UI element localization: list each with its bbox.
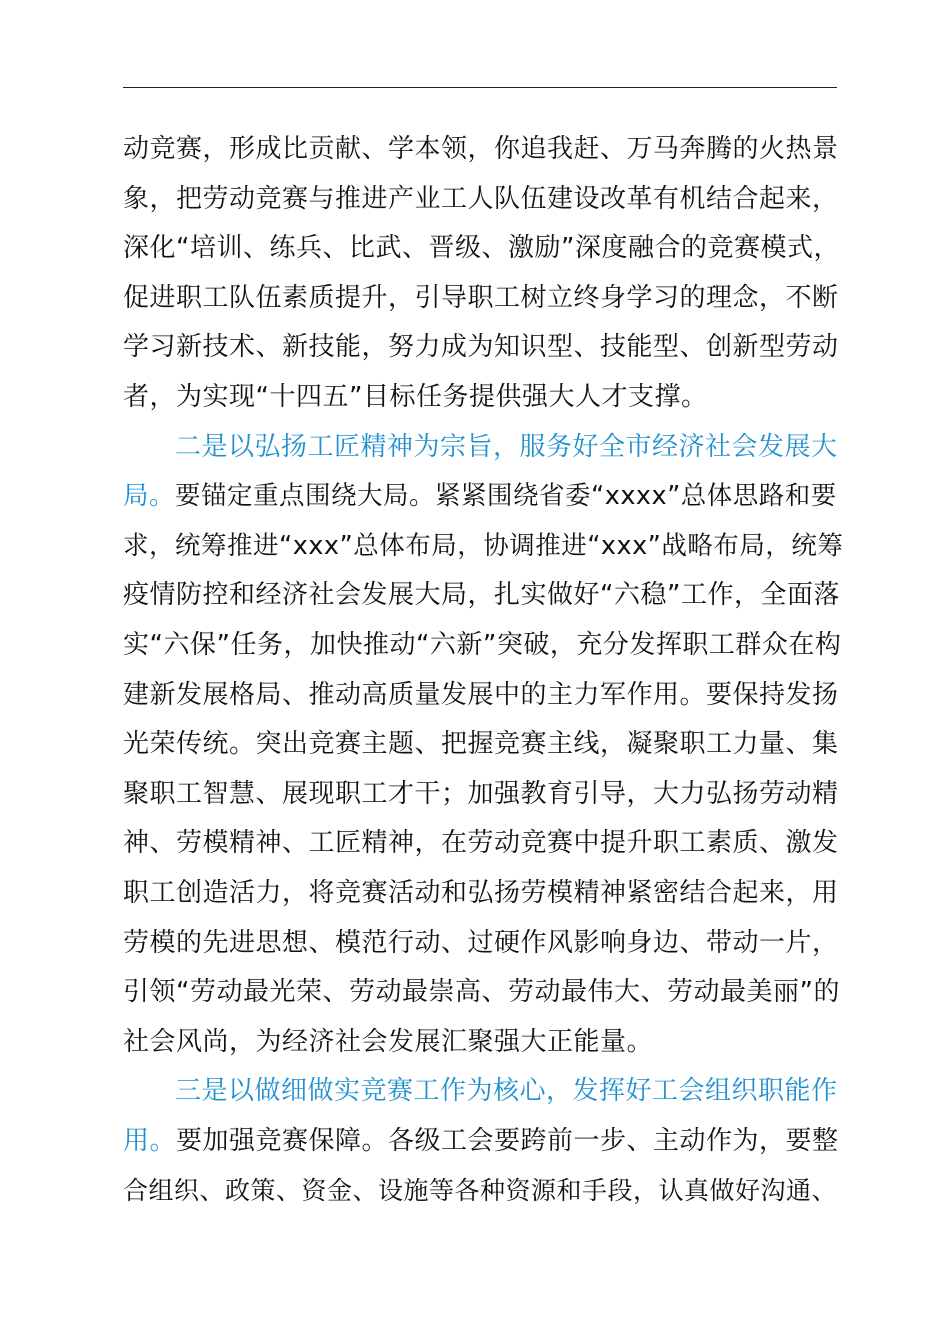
text-line: [123, 1067, 843, 1117]
text-run: 神、劳模精神、工匠精神，在劳动竞赛中提升职工素质、激发: [123, 828, 839, 859]
text-line: [123, 175, 843, 225]
text-run: 合组织、政策、资金、设施等各种资源和手段，认真做好沟通、: [123, 1176, 838, 1206]
text-line: [123, 968, 843, 1018]
text-line: [123, 125, 843, 175]
text-line: [123, 373, 843, 423]
text-line: [123, 621, 843, 671]
text-line: [123, 819, 843, 869]
text-run: 聚职工智慧、展现职工才干；加强教育引导，大力弘扬劳动精: [123, 778, 839, 809]
text-line: [123, 224, 843, 274]
highlight-heading: 三是以做细做实竞赛工作为核心，发挥好工会组织职能作: [175, 1076, 838, 1107]
text-run: 深化“培训、练兵、比武、晋级、激励”深度融合的竞赛模式，: [123, 233, 840, 264]
text-run: 劳模的先进思想、模范行动、过硬作风影响身边、带动一片，: [123, 927, 839, 958]
text-line: [123, 522, 843, 572]
text-run: 社会风尚，为经济社会发展汇聚强大正能量。: [123, 1026, 654, 1057]
text-line: [123, 919, 843, 969]
paragraph-3: [123, 1067, 843, 1216]
text-run: 求，统筹推进“xxx”总体布局，协调推进“xxx”战略布局，统筹: [123, 530, 844, 561]
highlight-heading: 用。: [123, 1125, 177, 1156]
text-run: 要锚定重点围绕大局。紧紧围绕省委“xxxx”总体思路和要: [175, 481, 837, 512]
text-run: 促进职工队伍素质提升，引导职工树立终身学习的理念，不断: [123, 282, 839, 313]
document-body: [123, 125, 843, 1216]
text-run: 象，把劳动竞赛与推进产业工人队伍建设改革有机结合起来，: [123, 183, 839, 214]
text-run: 光荣传统。突出竞赛主题、把握竞赛主线，凝聚职工力量、集: [123, 729, 839, 760]
text-line: [123, 720, 843, 770]
header-rule: [123, 87, 837, 88]
text-run: 实“六保”任务，加快推动“六新”突破，充分发挥职工群众在构: [123, 629, 842, 660]
text-line: [123, 770, 843, 820]
text-line: [123, 1018, 843, 1068]
text-run: 引领“劳动最光荣、劳动最崇高、劳动最伟大、劳动最美丽”的: [123, 977, 840, 1008]
paragraph-2: [123, 423, 843, 1068]
text-run: 疫情防控和经济社会发展大局，扎实做好“六稳”工作，全面落: [123, 580, 840, 611]
highlight-heading: 二是以弘扬工匠精神为宗旨，服务好全市经济社会发展大: [175, 431, 838, 462]
text-run: 学习新技术、新技能，努力成为知识型、技能型、创新型劳动: [123, 332, 839, 363]
text-run: 要加强竞赛保障。各级工会要跨前一步、主动作为，要整: [176, 1125, 839, 1156]
text-run: 建新发展格局、推动高质量发展中的主力军作用。要保持发扬: [123, 679, 839, 710]
text-line: [123, 472, 843, 522]
text-line: [123, 869, 843, 919]
text-line: [123, 274, 843, 324]
text-line: [123, 423, 843, 473]
text-line: [123, 1117, 843, 1167]
text-line: [123, 323, 843, 373]
text-run: 职工创造活力，将竞赛活动和弘扬劳模精神紧密结合起来，用: [123, 877, 839, 908]
text-run: 动竞赛，形成比贡献、学本领，你追我赶、万马奔腾的火热景: [123, 134, 839, 164]
highlight-heading: 局。: [123, 481, 176, 512]
text-line: [123, 671, 843, 721]
text-run: 者，为实现“十四五”目标任务提供强大人才支撑。: [123, 381, 708, 412]
paragraph-1: [123, 125, 843, 423]
text-line: [123, 1166, 843, 1216]
text-line: [123, 571, 843, 621]
